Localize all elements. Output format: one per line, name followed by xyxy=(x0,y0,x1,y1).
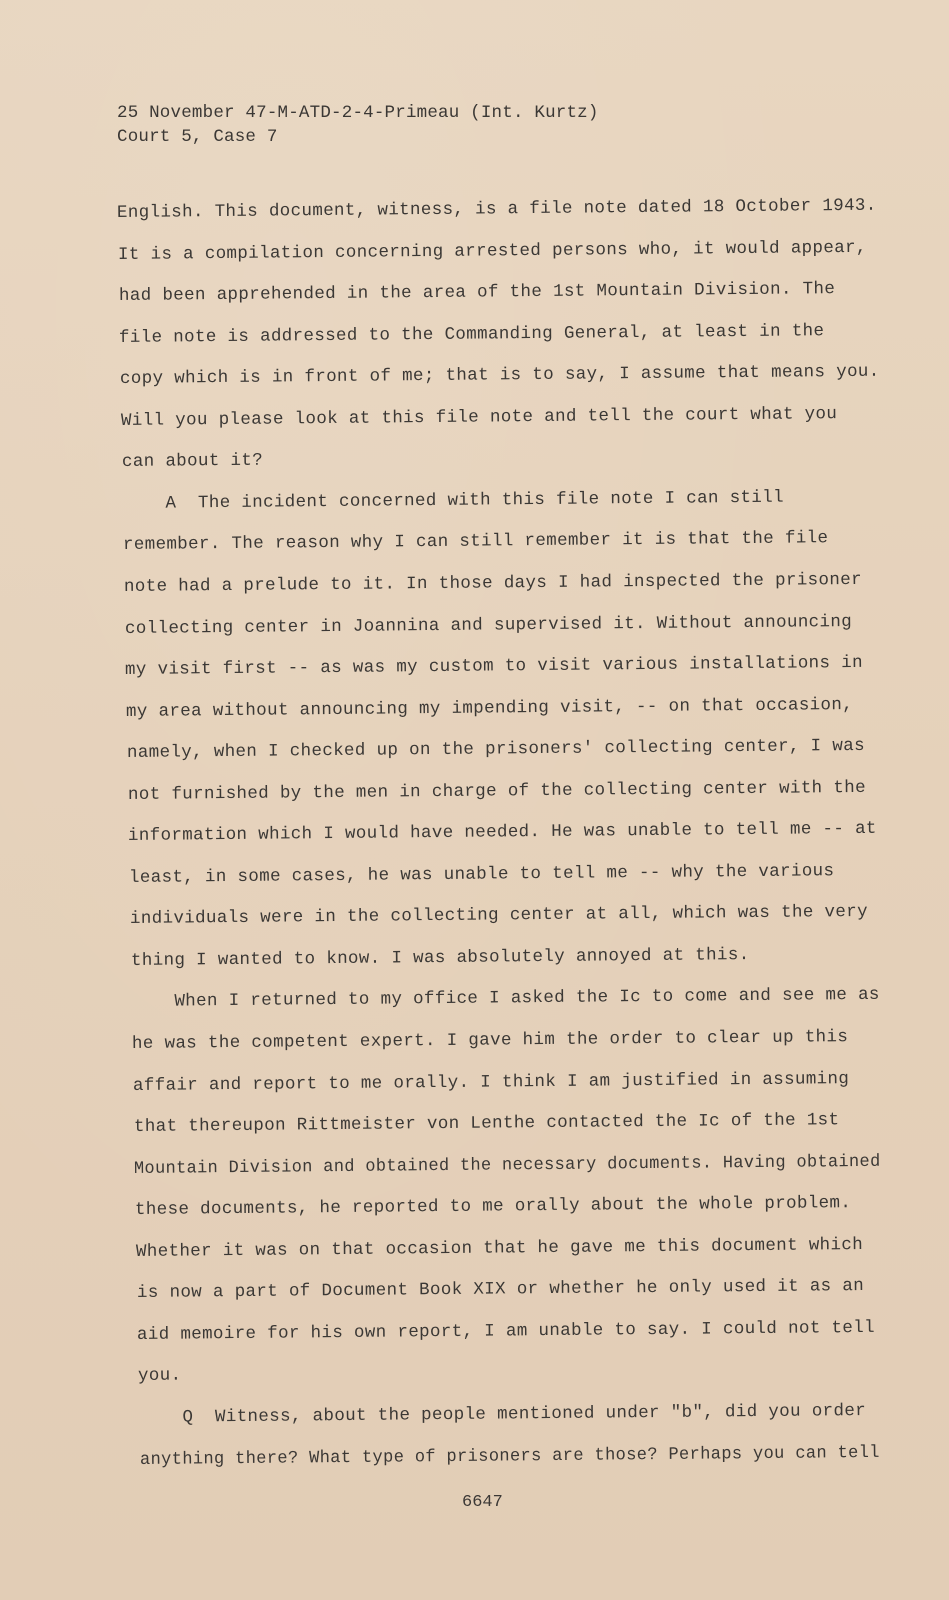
body-line: namely, when I checked up on the prisoners' collecting center, I was xyxy=(126,735,865,763)
body-line: these documents, he reported to me orally about the whole problem. xyxy=(134,1193,852,1220)
body-line: least, in some cases, he was unable to tell me -- why the various xyxy=(128,861,835,888)
body-line: anything there? What type of prisoners are those? Perhaps you can tell xyxy=(139,1442,880,1470)
body-line: collecting center in Joannina and supervised it. Without announcing xyxy=(124,612,853,639)
body-line: can about it? xyxy=(121,450,264,472)
body-line: is now a part of Document Book XIX or whether he only used it as an xyxy=(136,1276,865,1303)
body-line: my visit first -- as was my custom to visit various installations in xyxy=(124,652,863,680)
body-line: my area without announcing my impending visit, -- on that occasion, xyxy=(125,695,854,722)
header-line-2: Court 5, Case 7 xyxy=(117,127,278,147)
page-number: 6647 xyxy=(462,1493,503,1512)
body-line: aid memoire for his own report, I am unable to say. I could not tell xyxy=(136,1317,875,1345)
body-line: thing I wanted to know. I was absolutely annoyed at this. xyxy=(130,945,750,971)
body-line: note had a prelude to it. In those days I had inspected the prisoner xyxy=(123,569,862,597)
body-line: that thereupon Rittmeister von Lenthe contacted the Ic of the 1st xyxy=(133,1110,840,1137)
body-line: remember. The reason why I can still remember it is that the file xyxy=(122,528,829,555)
body-line: English. This document, witness, is a file note dated 18 October 1943. xyxy=(116,195,877,223)
body-line: had been apprehended in the area of the 1st Mountain Division. The xyxy=(118,279,836,306)
body-line: It is a compilation concerning arrested persons who, it would appear, xyxy=(117,237,867,265)
body-line: Q Witness, about the people mentioned under "b", did you order xyxy=(138,1401,867,1428)
body-line: Mountain Division and obtained the necessary documents. Having obtained xyxy=(133,1151,881,1179)
body-line: Whether it was on that occasion that he gave me this document which xyxy=(135,1235,864,1262)
body-line: A The incident concerned with this file note I can still xyxy=(121,487,785,514)
header-line-1: 25 November 47-M-ATD-2-4-Primeau (Int. Kurtz) xyxy=(117,103,599,123)
body-line: he was the competent expert. I gave him the order to clear up this xyxy=(131,1027,849,1054)
body-line: information which I would have needed. He was unable to tell me -- at xyxy=(127,818,877,846)
body-line: Will you please look at this file note and tell the court what you xyxy=(120,404,838,431)
document-header xyxy=(117,101,599,149)
body-line: file note is addressed to the Commanding General, at least in the xyxy=(118,321,825,348)
body-line: you. xyxy=(137,1365,182,1386)
body-line: affair and report to me orally. I think I am justified in assuming xyxy=(132,1069,850,1096)
body-line: not furnished by the men in charge of the collecting center with the xyxy=(127,777,866,805)
body-line: copy which is in front of me; that is to say, I assume that means you. xyxy=(119,361,880,389)
body-line: When I returned to my office I asked the Ic to come and see me as xyxy=(130,984,880,1012)
body-line: individuals were in the collecting center at all, which was the very xyxy=(129,901,868,929)
